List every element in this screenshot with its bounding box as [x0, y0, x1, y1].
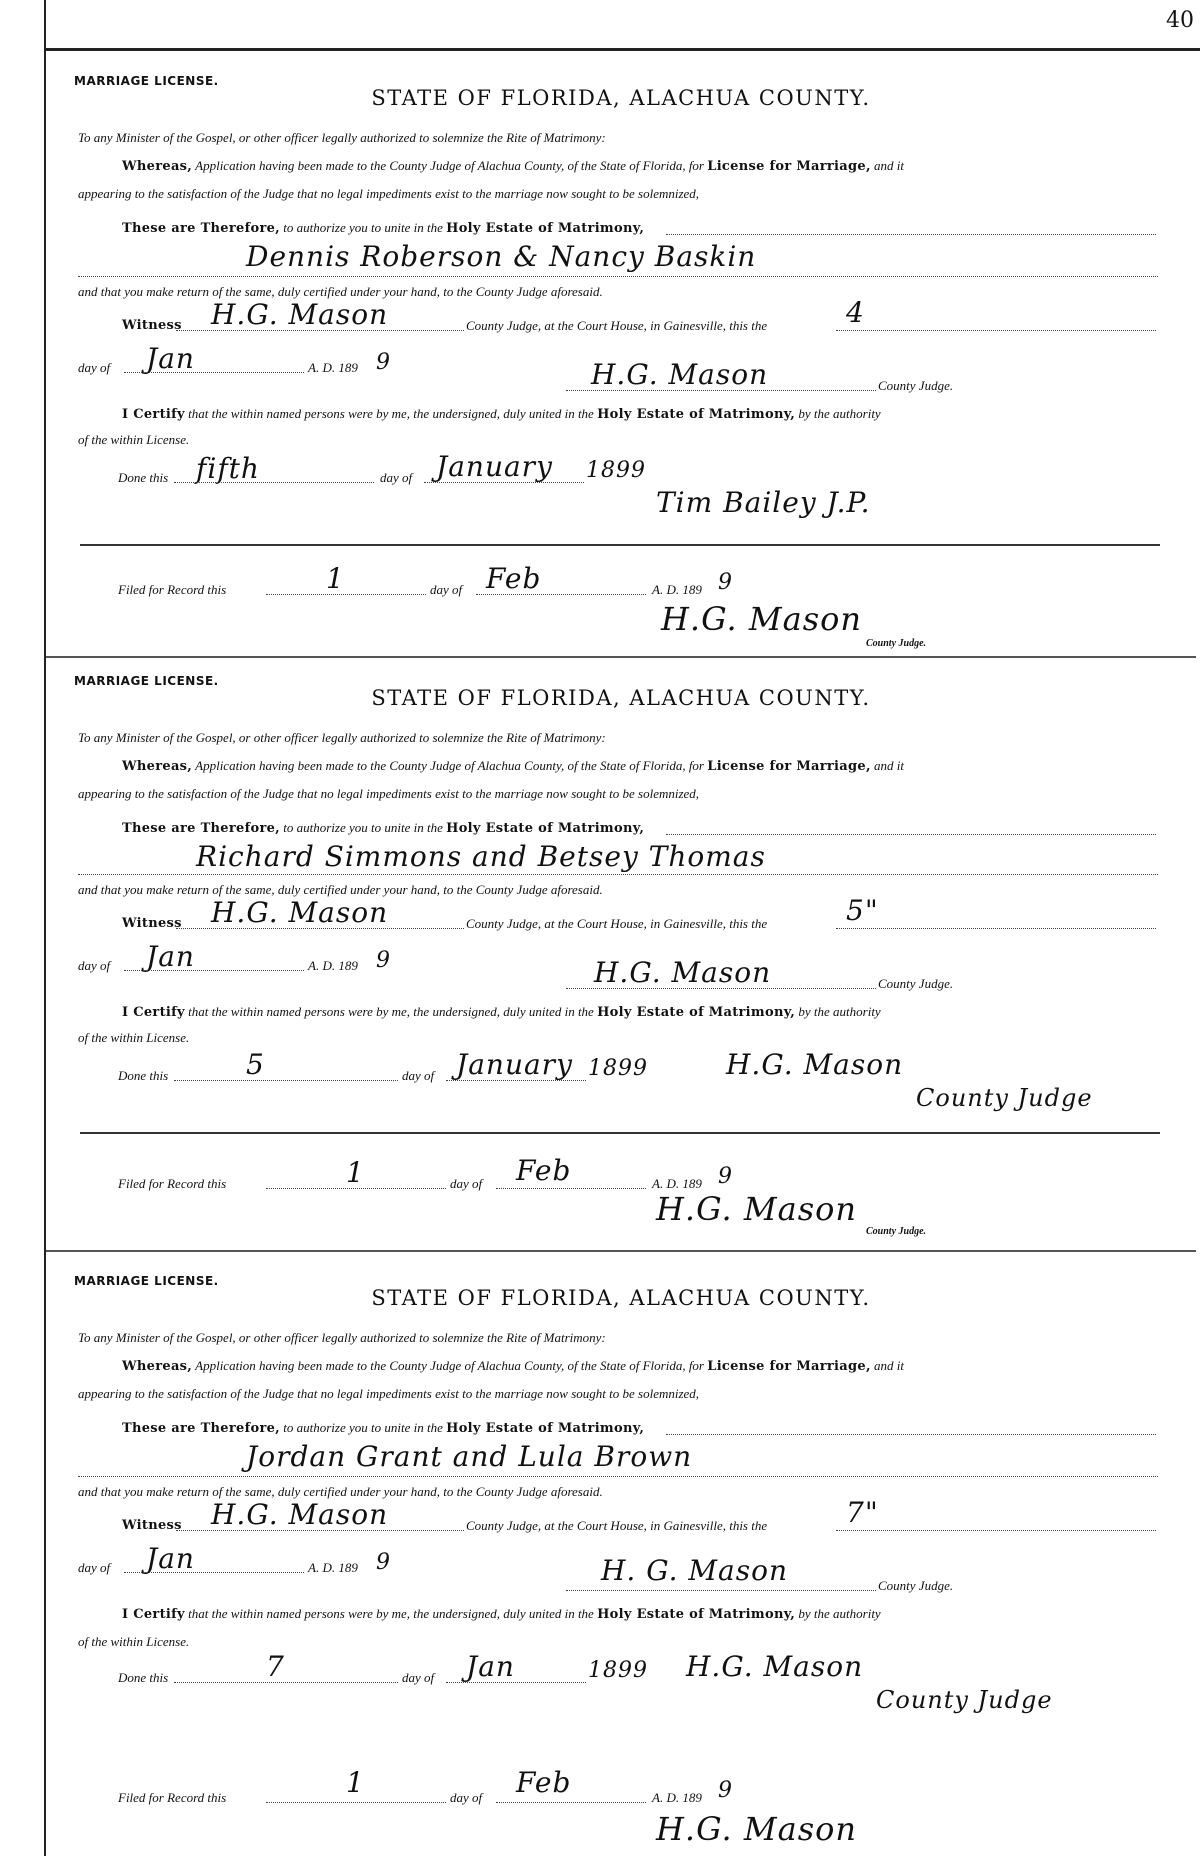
dotted-rule [78, 874, 1158, 875]
certify-tail: by the authority [798, 1004, 881, 1019]
whereas-word: Whereas, [122, 1359, 193, 1374]
day-number: 5" [846, 894, 879, 927]
courthouse-text: County Judge, at the Court House, in Gainesville, this the [466, 916, 768, 931]
inner-divider [80, 544, 1160, 546]
dotted-rule [176, 928, 464, 929]
dotted-rule [666, 834, 1156, 835]
license-heading: MARRIAGE LICENSE. [74, 674, 219, 688]
marriage-license-1 [46, 60, 1196, 656]
holy-estate: Holy Estate of Matrimony, [446, 221, 645, 236]
day-of-label: day of [78, 360, 111, 375]
certify-holy: Holy Estate of Matrimony, [597, 1005, 796, 1020]
whereas-line [122, 1358, 904, 1374]
return-line: and that you make return of the same, duly certified under your hand, to the County Judge aforesaid. [78, 1484, 603, 1499]
certify-text: that the within named persons were by me, the undersigned, duly united in the [188, 406, 594, 421]
whereas-line [122, 158, 904, 174]
whereas-word: Whereas, [122, 759, 193, 774]
address-line: To any Minister of the Gospel, or other officer legally authorized to solemnize the Rite of Matrimony: [78, 130, 606, 145]
dotted-rule [176, 1530, 464, 1531]
day-number: 4 [846, 296, 865, 329]
return-line: and that you make return of the same, duly certified under your hand, to the County Judge aforesaid. [78, 882, 603, 897]
witness-word: Witness [122, 1518, 182, 1533]
filed-month: Feb [516, 1154, 572, 1187]
done-day-of: day of [402, 1068, 435, 1083]
parties-names: Jordan Grant and Lula Brown [246, 1440, 693, 1473]
address-line: To any Minister of the Gospel, or other officer legally authorized to solemnize the Rite of Matrimony: [78, 730, 606, 745]
witness-signature: H.G. Mason [211, 298, 389, 331]
officiant-signature: H.G. Mason [726, 1048, 904, 1081]
appearing-line: appearing to the satisfaction of the Judge that no legal impediments exist to the marriage now sought to be solemnized, [78, 186, 700, 201]
dotted-rule [496, 1188, 646, 1189]
holy-estate: Holy Estate of Matrimony, [446, 1421, 645, 1436]
judge-signature: H.G. Mason [594, 956, 772, 989]
these-phrase: These are Therefore, [122, 1421, 281, 1436]
license-heading: MARRIAGE LICENSE. [74, 74, 219, 88]
done-this-label: Done this [118, 1068, 169, 1083]
certify-word: I Certify [122, 1005, 185, 1020]
done-day: 7 [266, 1650, 285, 1683]
county-judge-label: County Judge. [878, 976, 954, 991]
dotted-rule [176, 330, 464, 331]
authorize-line [122, 820, 644, 836]
dotted-rule [266, 594, 426, 595]
officiant-signature: Tim Bailey J.P. [656, 486, 871, 519]
appearing-line: appearing to the satisfaction of the Judge that no legal impediments exist to the marriage now sought to be solemnized, [78, 786, 700, 801]
whereas-tail: and it [874, 1358, 905, 1373]
dotted-rule [566, 390, 876, 391]
year-digit: 9 [376, 350, 391, 375]
authorize-line [122, 220, 644, 236]
filed-label: Filed for Record this [118, 1176, 227, 1191]
whereas-tail: and it [874, 158, 905, 173]
page-number: 40 [1166, 8, 1194, 33]
dotted-rule [78, 276, 1158, 277]
section-divider [46, 1250, 1196, 1252]
appearing-line: appearing to the satisfaction of the Judge that no legal impediments exist to the marriage now sought to be solemnized, [78, 1386, 700, 1401]
authorize-text: to authorize you to unite in the [283, 820, 443, 835]
dotted-rule [266, 1802, 446, 1803]
parties-names: Dennis Roberson & Nancy Baskin [246, 240, 757, 273]
filed-year-digit: 9 [718, 1778, 733, 1803]
dotted-rule [476, 594, 646, 595]
witness-word: Witness [122, 916, 182, 931]
ad-label: A. D. 189 [308, 1560, 358, 1575]
county-judge-label: County Judge. [878, 378, 954, 393]
certify-text: that the within named persons were by me, the undersigned, duly united in the [188, 1004, 594, 1019]
authorize-text: to authorize you to unite in the [283, 1420, 443, 1435]
filed-day: 1 [346, 1766, 365, 1799]
done-this-label: Done this [118, 470, 169, 485]
done-month: Jan [466, 1650, 515, 1683]
dotted-rule [174, 1682, 398, 1683]
county-judge-label: County Judge. [878, 1578, 954, 1593]
authorize-line [122, 1420, 644, 1436]
day-number: 7" [846, 1496, 879, 1529]
month-handwritten: Jan [146, 1542, 195, 1575]
filed-county-judge: County Judge. [866, 638, 927, 649]
officiant-signature: H.G. Mason [686, 1650, 864, 1683]
dotted-rule [836, 1530, 1156, 1531]
filed-signature: H.G. Mason [656, 1190, 857, 1228]
year-digit: 9 [376, 1550, 391, 1575]
license-heading: MARRIAGE LICENSE. [74, 1274, 219, 1288]
dotted-rule [424, 482, 584, 483]
done-day: fifth [196, 452, 260, 485]
done-year: 1899 [588, 1658, 648, 1683]
filed-year-digit: 9 [718, 1164, 733, 1189]
state-title: STATE OF FLORIDA, ALACHUA COUNTY. [371, 86, 871, 110]
these-phrase: These are Therefore, [122, 221, 281, 236]
whereas-text: Application having been made to the County Judge of Alachua County, of the State of Florida, for [195, 758, 704, 773]
certify-tail: by the authority [798, 1606, 881, 1621]
month-handwritten: Jan [146, 940, 195, 973]
certify-line [122, 406, 881, 422]
officiant-title: County Judge [876, 1686, 1053, 1714]
whereas-text: Application having been made to the County Judge of Alachua County, of the State of Florida, for [195, 1358, 704, 1373]
ad-label: A. D. 189 [308, 958, 358, 973]
dotted-rule [174, 482, 374, 483]
ad-label: A. D. 189 [308, 360, 358, 375]
day-of-label: day of [78, 1560, 111, 1575]
filed-year-digit: 9 [718, 570, 733, 595]
dotted-rule [266, 1188, 446, 1189]
certify-tail: by the authority [798, 406, 881, 421]
dotted-rule [666, 234, 1156, 235]
filed-label: Filed for Record this [118, 1790, 227, 1805]
filed-ad: A. D. 189 [652, 582, 702, 597]
done-month: January [456, 1048, 573, 1081]
dotted-rule [566, 1590, 876, 1591]
dotted-rule [446, 1080, 586, 1081]
inner-divider [80, 1132, 1160, 1134]
courthouse-text: County Judge, at the Court House, in Gainesville, this the [466, 318, 768, 333]
officiant-title: County Judge [916, 1084, 1093, 1112]
done-day-of: day of [380, 470, 413, 485]
filed-month: Feb [516, 1766, 572, 1799]
filed-day-of: day of [430, 582, 463, 597]
day-of-label: day of [78, 958, 111, 973]
state-title: STATE OF FLORIDA, ALACHUA COUNTY. [371, 1286, 871, 1310]
license-phrase: License for Marriage, [707, 1359, 871, 1374]
marriage-license-3 [46, 1254, 1196, 1854]
filed-signature: H.G. Mason [661, 600, 862, 638]
license-phrase: License for Marriage, [707, 159, 871, 174]
these-phrase: These are Therefore, [122, 821, 281, 836]
done-year: 1899 [586, 458, 646, 483]
certify-line [122, 1004, 881, 1020]
certify-holy: Holy Estate of Matrimony, [597, 407, 796, 422]
certify-text: that the within named persons were by me, the undersigned, duly united in the [188, 1606, 594, 1621]
done-day-of: day of [402, 1670, 435, 1685]
done-day: 5 [246, 1048, 265, 1081]
certify-word: I Certify [122, 407, 185, 422]
dotted-rule [78, 1476, 1158, 1477]
done-month: January [436, 450, 553, 483]
certify-holy: Holy Estate of Matrimony, [597, 1607, 796, 1622]
dotted-rule [124, 970, 304, 971]
filed-ad: A. D. 189 [652, 1790, 702, 1805]
license-phrase: License for Marriage, [707, 759, 871, 774]
certify-line [122, 1606, 881, 1622]
dotted-rule [124, 1572, 304, 1573]
within-license: of the within License. [78, 432, 190, 447]
year-digit: 9 [376, 948, 391, 973]
filed-signature: H.G. Mason [656, 1810, 857, 1848]
done-this-label: Done this [118, 1670, 169, 1685]
done-year: 1899 [588, 1056, 648, 1081]
parties-names: Richard Simmons and Betsey Thomas [196, 840, 766, 873]
certify-word: I Certify [122, 1607, 185, 1622]
filed-day: 1 [326, 562, 345, 595]
dotted-rule [836, 928, 1156, 929]
witness-word: Witness [122, 318, 182, 333]
address-line: To any Minister of the Gospel, or other officer legally authorized to solemnize the Rite of Matrimony: [78, 1330, 606, 1345]
dotted-rule [496, 1802, 646, 1803]
return-line: and that you make return of the same, duly certified under your hand, to the County Judge aforesaid. [78, 284, 603, 299]
filed-day-of: day of [450, 1176, 483, 1191]
courthouse-text: County Judge, at the Court House, in Gainesville, this the [466, 1518, 768, 1533]
dotted-rule [124, 372, 304, 373]
whereas-text: Application having been made to the County Judge of Alachua County, of the State of Florida, for [195, 158, 704, 173]
authorize-text: to authorize you to unite in the [283, 220, 443, 235]
witness-signature: H.G. Mason [211, 896, 389, 929]
month-handwritten: Jan [146, 342, 195, 375]
whereas-word: Whereas, [122, 159, 193, 174]
whereas-tail: and it [874, 758, 905, 773]
filed-label: Filed for Record this [118, 582, 227, 597]
filed-ad: A. D. 189 [652, 1176, 702, 1191]
holy-estate: Holy Estate of Matrimony, [446, 821, 645, 836]
section-divider [46, 656, 1196, 658]
dotted-rule [174, 1080, 398, 1081]
witness-signature: H.G. Mason [211, 1498, 389, 1531]
dotted-rule [446, 1682, 586, 1683]
filed-month: Feb [486, 562, 542, 595]
filed-day-of: day of [450, 1790, 483, 1805]
filed-county-judge: County Judge. [866, 1226, 927, 1237]
whereas-line [122, 758, 904, 774]
within-license: of the within License. [78, 1030, 190, 1045]
dotted-rule [836, 330, 1156, 331]
dotted-rule [566, 988, 876, 989]
page-edge-top [44, 48, 1200, 51]
judge-signature: H. G. Mason [601, 1554, 789, 1587]
dotted-rule [666, 1434, 1156, 1435]
filed-day: 1 [346, 1156, 365, 1189]
marriage-license-2 [46, 660, 1196, 1250]
judge-signature: H.G. Mason [591, 358, 769, 391]
within-license: of the within License. [78, 1634, 190, 1649]
state-title: STATE OF FLORIDA, ALACHUA COUNTY. [371, 686, 871, 710]
